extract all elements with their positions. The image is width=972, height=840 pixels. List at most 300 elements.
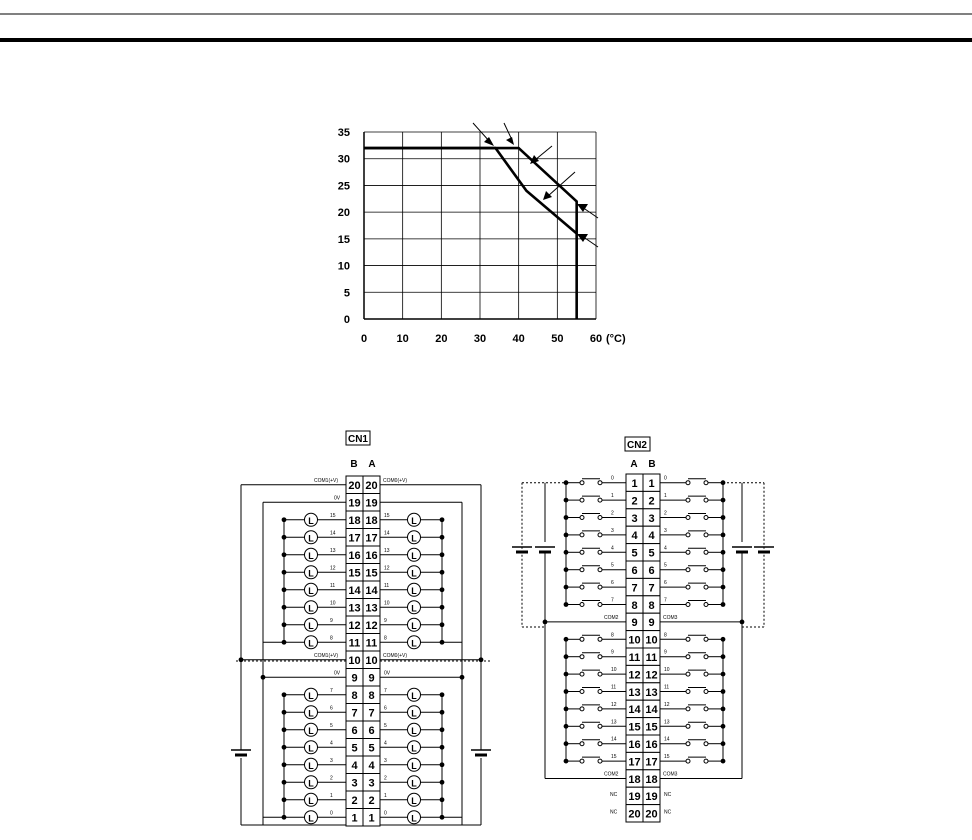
junction-dot <box>282 552 287 557</box>
cn2-nc-label: NC <box>610 791 618 798</box>
cn2-switch-contact <box>580 533 584 537</box>
cn1-bit-label: 0 <box>384 810 387 817</box>
cn1-bit-label: 0 <box>330 810 333 817</box>
cn2-switch-contact <box>686 516 690 520</box>
cn1-load-glyph: L <box>411 620 417 631</box>
junction-dot <box>564 689 569 694</box>
cn2-bit-label: 9 <box>664 649 667 656</box>
cn1-pin-a-number: 7 <box>368 707 375 720</box>
cn2-switch-contact <box>580 550 584 554</box>
junction-dot <box>721 654 726 659</box>
junction-dot <box>440 745 445 750</box>
cn1-bit-label: 5 <box>384 722 387 729</box>
cn2-switch-contact <box>580 742 584 746</box>
cn1-pin-a-number: 9 <box>368 672 375 685</box>
junction-dot <box>282 570 287 575</box>
junction-dot <box>440 640 445 645</box>
cn1-bit-label: 3 <box>384 757 387 764</box>
junction-dot <box>440 797 445 802</box>
cn1-pin-b-number: 4 <box>351 760 358 772</box>
cn2-switch-contact <box>580 637 584 641</box>
cn2-switch-contact <box>704 724 708 728</box>
chart-y-tick-label: 10 <box>337 260 350 273</box>
junction-dot <box>721 550 726 555</box>
junction-dot <box>564 759 569 764</box>
cn2-switch-contact <box>704 707 708 711</box>
cn2-pin-a-number: 4 <box>631 530 638 543</box>
cn1-bit-label: 11 <box>384 582 390 589</box>
cn2-switch-contact <box>686 690 690 694</box>
chart-x-tick-label: 10 <box>396 333 409 345</box>
cn2-pin-b-number: 18 <box>645 773 658 786</box>
cn2-pin-b-number: 3 <box>648 512 655 525</box>
cn1-pin-a-number: 6 <box>368 725 375 737</box>
cn2-bit-label: 15 <box>664 754 670 761</box>
pointer-arrowhead <box>543 191 552 200</box>
cn2-pin-a-number: 8 <box>631 599 638 612</box>
cn2-wiring-diagram <box>512 437 774 822</box>
cn2-pin-a-number: 3 <box>631 512 638 525</box>
cn1-pin-a-number: 14 <box>365 585 378 597</box>
cn1-bit-label: 14 <box>330 530 336 537</box>
cn1-pin-blocks <box>346 476 380 826</box>
cn2-bit-label: 0 <box>611 475 614 482</box>
chart-ticks <box>338 127 602 345</box>
cn2-pin-a-number: 18 <box>628 773 641 786</box>
cn2-pin-b-number: 19 <box>645 791 658 804</box>
cn2-switch-contact <box>686 707 690 711</box>
cn1-load-glyph: L <box>308 603 314 614</box>
cn1-bit-label: 2 <box>330 775 333 782</box>
cn2-pin-a-number: 7 <box>631 582 638 595</box>
cn1-pin-b-number: 7 <box>351 707 358 720</box>
junction-dot <box>282 622 287 627</box>
cn2-nc-label: NC <box>664 791 672 798</box>
cn1-load-glyph: L <box>411 585 417 596</box>
cn2-switch-contact <box>686 742 690 746</box>
junction-dot <box>282 517 287 522</box>
junction-dot <box>282 640 287 645</box>
cn1-bit-label: 3 <box>330 757 333 764</box>
cn2-bit-label: 9 <box>611 649 614 656</box>
cn2-bit-label: 5 <box>611 562 614 569</box>
cn1-load-glyph: L <box>308 760 314 771</box>
cn2-pin-b-number: 14 <box>645 704 658 717</box>
chart-x-tick-label: 60 <box>589 333 603 345</box>
cn2-switch-contact <box>704 568 708 572</box>
cn2-nc-label: NC <box>610 809 618 816</box>
cn1-bit-label: 4 <box>330 740 333 747</box>
derating-chart <box>338 123 626 345</box>
cn1-pin-a-number: 11 <box>365 637 378 650</box>
cn1-bit-label: 15 <box>384 512 390 519</box>
junction-dot <box>440 815 445 820</box>
cn1-pin-a-number: 5 <box>368 742 375 755</box>
cn2-switch-contact <box>704 690 708 694</box>
cn2-pin-b-number: 6 <box>648 565 655 577</box>
cn2-pin-a-number: 19 <box>628 791 641 804</box>
cn2-switch-contact <box>704 759 708 763</box>
cn1-com0-label: COM0(+V) <box>383 652 408 659</box>
cn2-switch-contact <box>704 655 708 659</box>
cn1-bit-label: 13 <box>330 547 336 554</box>
junction-dot <box>721 602 726 607</box>
cn1-pin-b-number: 8 <box>351 690 358 702</box>
cn2-switch-contact <box>704 481 708 485</box>
cn1-load-glyph: L <box>411 743 417 754</box>
cn2-switch-contact <box>686 481 690 485</box>
cn1-load-glyph: L <box>411 760 417 771</box>
cn1-pin-b-number: 3 <box>351 777 358 790</box>
cn1-load-glyph: L <box>411 813 417 824</box>
cn2-bit-label: 0 <box>664 475 667 482</box>
junction-dot <box>564 602 569 607</box>
cn1-pin-b-number: 10 <box>348 655 361 667</box>
cn1-pin-b-number: 12 <box>348 620 361 632</box>
cn1-bit-label: 8 <box>384 635 387 642</box>
junction-dot <box>564 654 569 659</box>
cn1-load-glyph: L <box>308 533 314 544</box>
cn2-switch-contact <box>580 655 584 659</box>
cn2-switch-contact <box>580 516 584 520</box>
cn1-pin-a-number: 12 <box>365 620 378 632</box>
cn2-switch-contact <box>598 707 602 711</box>
cn2-col-a-header: A <box>630 459 638 470</box>
cn2-switch-contact <box>598 498 602 502</box>
cn2-pin-b-number: 17 <box>645 756 658 769</box>
junction-dot <box>721 724 726 729</box>
junction-dot <box>440 780 445 785</box>
cn1-pin-b-number: 9 <box>351 672 358 685</box>
cn2-switch-contact <box>704 742 708 746</box>
cn1-wiring-diagram <box>231 431 491 826</box>
cn2-bit-label: 1 <box>664 493 667 500</box>
cn2-pin-a-number: 15 <box>628 721 641 734</box>
cn2-switch-contact <box>580 585 584 589</box>
junction-dot <box>564 515 569 520</box>
cn2-switch-contact <box>580 707 584 711</box>
cn1-bit-label: 10 <box>384 600 390 607</box>
cn1-bit-label: 6 <box>384 705 387 712</box>
cn2-switch-contact <box>686 603 690 607</box>
junction-dot <box>440 605 445 610</box>
cn2-switch-contact <box>598 516 602 520</box>
cn2-switch-contact <box>598 672 602 676</box>
cn2-pin-b-number: 8 <box>648 599 655 612</box>
cn2-switch-contact <box>704 498 708 502</box>
cn2-switch-contact <box>686 550 690 554</box>
cn2-bit-label: 11 <box>611 684 617 691</box>
cn1-bit-label: 12 <box>330 565 336 572</box>
junction-dot <box>282 815 287 820</box>
cn2-pin-a-number: 20 <box>628 808 641 821</box>
cn2-bit-label: 1 <box>611 493 614 500</box>
cn2-switch-contact <box>686 672 690 676</box>
cn1-0v-label: 0V <box>334 495 341 502</box>
cn1-pin-b-number: 1 <box>351 812 358 825</box>
cn1-bit-label: 14 <box>384 530 390 537</box>
cn2-bit-label: 2 <box>611 510 614 517</box>
cn2-bit-label: 10 <box>611 667 617 674</box>
cn2-switch-contact <box>686 498 690 502</box>
cn2-switch-contact <box>580 498 584 502</box>
cn1-load-glyph: L <box>411 550 417 561</box>
cn1-col-a-header: A <box>368 459 376 470</box>
cn1-title: CN1 <box>347 434 369 445</box>
cn2-switch-contact <box>686 585 690 589</box>
junction-dot <box>282 692 287 697</box>
junction-dot <box>564 550 569 555</box>
chart-y-tick-label: 25 <box>337 180 350 193</box>
chart-y-tick-label: 35 <box>337 127 350 139</box>
cn1-bit-label: 2 <box>384 775 387 782</box>
chart-x-tick-label: 0 <box>360 333 368 345</box>
junction-dot <box>239 657 244 662</box>
cn2-pin-a-number: 5 <box>631 547 638 560</box>
cn1-load-glyph: L <box>411 603 417 614</box>
cn1-bit-label: 13 <box>384 547 390 554</box>
cn2-switch-contact <box>704 672 708 676</box>
cn2-switch-contact <box>686 568 690 572</box>
cn1-pin-a-number: 10 <box>365 655 378 667</box>
junction-dot <box>721 759 726 764</box>
chart-y-tick-label: 30 <box>337 153 350 166</box>
junction-dot <box>460 675 465 680</box>
cn2-switch-contact <box>598 655 602 659</box>
cn1-load-glyph: L <box>308 778 314 789</box>
cn1-pin-a-number: 18 <box>365 515 378 527</box>
cn1-load-glyph: L <box>308 638 314 649</box>
cn1-load-glyph: L <box>411 638 417 649</box>
chart-x-tick-label: 30 <box>473 333 487 345</box>
cn1-pin-b-number: 14 <box>348 585 361 597</box>
cn2-pin-b-number: 7 <box>648 582 655 595</box>
cn2-bit-label: 3 <box>664 527 667 534</box>
cn1-load-glyph: L <box>411 515 417 526</box>
cn1-bit-label: 12 <box>384 565 390 572</box>
cn1-load-glyph: L <box>411 533 417 544</box>
cn2-title: CN2 <box>626 440 648 451</box>
cn2-com3-label: COM3 <box>663 614 678 621</box>
cn1-pin-a-number: 8 <box>368 690 375 702</box>
cn1-pin-a-number: 1 <box>368 812 375 825</box>
cn1-pin-b-number: 6 <box>351 725 358 737</box>
junction-dot <box>282 587 287 592</box>
cn2-bit-label: 7 <box>611 597 614 604</box>
junction-dot <box>721 672 726 677</box>
cn1-load-glyph: L <box>308 550 314 561</box>
cn1-load-glyph: L <box>308 620 314 631</box>
cn2-switch-contact <box>580 603 584 607</box>
cn2-switch-contact <box>598 585 602 589</box>
cn1-load-glyph: L <box>308 515 314 526</box>
junction-dot <box>282 605 287 610</box>
cn2-bit-label: 5 <box>664 562 667 569</box>
cn2-pin-a-number: 14 <box>628 704 641 717</box>
cn1-bit-label: 7 <box>330 687 333 694</box>
cn1-pin-b-number: 11 <box>348 637 361 650</box>
chart-series <box>364 148 577 319</box>
cn1-pin-a-number: 16 <box>365 550 378 562</box>
cn2-switch-contact <box>598 759 602 763</box>
junction-dot <box>440 517 445 522</box>
junction-dot <box>564 480 569 485</box>
cn1-pin-b-number: 13 <box>348 602 361 615</box>
cn2-pin-b-number: 5 <box>648 547 655 560</box>
cn2-bit-label: 8 <box>611 632 614 639</box>
cn2-switch-contact <box>704 516 708 520</box>
cn2-switch-contact <box>704 585 708 589</box>
cn2-switch-contact <box>580 759 584 763</box>
junction-dot <box>564 533 569 538</box>
cn1-load-glyph: L <box>308 568 314 579</box>
cn1-pin-a-number: 3 <box>368 777 375 790</box>
cn1-com1-label: COM1(+V) <box>314 652 339 659</box>
cn2-pin-a-number: 9 <box>631 617 638 630</box>
junction-dot <box>564 724 569 729</box>
junction-dot <box>564 567 569 572</box>
cn2-pin-a-number: 6 <box>631 565 638 577</box>
cn1-load-glyph: L <box>308 690 314 701</box>
cn1-load-glyph: L <box>411 795 417 806</box>
junction-dot <box>721 480 726 485</box>
cn2-com3-label: COM3 <box>663 771 678 778</box>
cn2-pin-b-number: 11 <box>645 652 658 664</box>
junction-dot <box>721 741 726 746</box>
cn2-bit-label: 6 <box>664 580 667 587</box>
junction-dot <box>721 707 726 712</box>
cn2-pin-a-number: 17 <box>628 756 641 769</box>
pointer-arrowhead <box>506 137 514 145</box>
chart-grid <box>364 132 596 319</box>
cn2-switch-contact <box>580 724 584 728</box>
junction-dot <box>440 552 445 557</box>
cn1-pin-a-number: 13 <box>365 602 378 615</box>
junction-dot <box>564 672 569 677</box>
junction-dot <box>721 585 726 590</box>
pointer-arrowhead <box>577 234 588 242</box>
cn2-pin-a-number: 13 <box>628 686 641 699</box>
cn2-pin-b-number: 2 <box>648 495 655 508</box>
cn1-pin-a-number: 15 <box>365 567 378 580</box>
cn2-switch-contact <box>686 759 690 763</box>
chart-x-tick-label: 20 <box>435 333 448 345</box>
cn2-switch-contact <box>704 603 708 607</box>
cn2-bit-label: 7 <box>664 597 667 604</box>
cn1-col-b-header: B <box>350 459 358 470</box>
cn2-pin-a-number: 12 <box>628 669 641 682</box>
pointer-arrowhead <box>577 204 588 212</box>
cn2-col-b-header: B <box>648 459 656 470</box>
cn1-0v-label: 0V <box>384 670 391 677</box>
cn2-switch-contact <box>580 481 584 485</box>
junction-dot <box>721 515 726 520</box>
cn1-com0-label: COM0(+V) <box>383 477 408 484</box>
cn2-switch-contact <box>580 690 584 694</box>
pointer-arrowhead <box>484 137 494 146</box>
cn1-bit-label: 6 <box>330 705 333 712</box>
chart-unit-label: (°C) <box>606 333 626 345</box>
cn1-pin-b-number: 2 <box>351 795 358 807</box>
cn1-pin-b-number: 5 <box>351 742 358 755</box>
cn2-switch-contact <box>598 550 602 554</box>
cn1-bit-label: 10 <box>330 600 336 607</box>
cn1-pin-b-number: 19 <box>348 497 361 510</box>
junction-dot <box>440 535 445 540</box>
cn1-bit-label: 1 <box>384 792 387 799</box>
pointer-arrow <box>548 172 575 196</box>
cn1-load-glyph: L <box>308 585 314 596</box>
junction-dot <box>282 762 287 767</box>
cn2-bit-label: 10 <box>664 667 670 674</box>
cn2-bit-label: 4 <box>664 545 667 552</box>
cn2-switch-contact <box>686 533 690 537</box>
cn2-switch-contact <box>686 637 690 641</box>
cn1-load-glyph: L <box>308 743 314 754</box>
cn2-switch-contact <box>704 637 708 641</box>
cn2-nc-label: NC <box>664 809 672 816</box>
cn1-load-glyph: L <box>308 795 314 806</box>
cn2-bit-label: 13 <box>664 719 670 726</box>
cn2-pin-b-number: 9 <box>648 617 655 630</box>
cn1-pin-a-number: 2 <box>368 795 375 807</box>
cn1-0v-label: 0V <box>334 670 341 677</box>
cn2-switch-contact <box>704 550 708 554</box>
cn2-bit-label: 4 <box>611 545 614 552</box>
cn1-bit-label: 1 <box>330 792 333 799</box>
cn1-pin-b-number: 17 <box>348 532 361 545</box>
cn2-pin-a-number: 11 <box>628 652 641 664</box>
cn1-load-glyph: L <box>411 725 417 736</box>
cn2-bit-label: 6 <box>611 580 614 587</box>
chart-series-line-2 <box>364 148 577 233</box>
cn2-switch-contact <box>598 724 602 728</box>
junction-dot <box>282 710 287 715</box>
cn2-com2-label: COM2 <box>604 771 619 778</box>
cn2-bit-label: 11 <box>664 684 670 691</box>
junction-dot <box>564 498 569 503</box>
junction-dot <box>564 707 569 712</box>
chart-y-tick-label: 5 <box>343 287 350 300</box>
cn2-bit-label: 15 <box>611 754 617 761</box>
junction-dot <box>440 710 445 715</box>
cn2-pin-b-number: 10 <box>645 634 658 647</box>
junction-dot <box>721 533 726 538</box>
cn1-bit-label: 9 <box>330 617 333 624</box>
junction-dot <box>282 745 287 750</box>
cn2-bit-label: 12 <box>611 701 617 708</box>
junction-dot <box>282 535 287 540</box>
cn1-load-glyph: L <box>308 725 314 736</box>
cn2-switch-contact <box>598 481 602 485</box>
cn2-switch-contact <box>580 568 584 572</box>
cn1-pin-b-number: 15 <box>348 567 361 580</box>
cn2-pin-a-number: 2 <box>631 495 638 508</box>
cn2-pin-blocks <box>626 474 660 822</box>
cn2-bit-label: 3 <box>611 527 614 534</box>
junction-dot <box>282 780 287 785</box>
chart-pointer-arrows <box>473 123 598 247</box>
cn2-pin-a-number: 1 <box>631 478 638 490</box>
chart-series-line-1 <box>364 148 577 319</box>
cn2-pin-b-number: 20 <box>645 808 658 821</box>
cn1-bit-label: 7 <box>384 687 387 694</box>
junction-dot <box>440 727 445 732</box>
junction-dot <box>564 585 569 590</box>
cn2-switch-contact <box>704 533 708 537</box>
cn2-pin-b-number: 16 <box>645 739 658 751</box>
cn2-pin-a-number: 16 <box>628 739 641 751</box>
